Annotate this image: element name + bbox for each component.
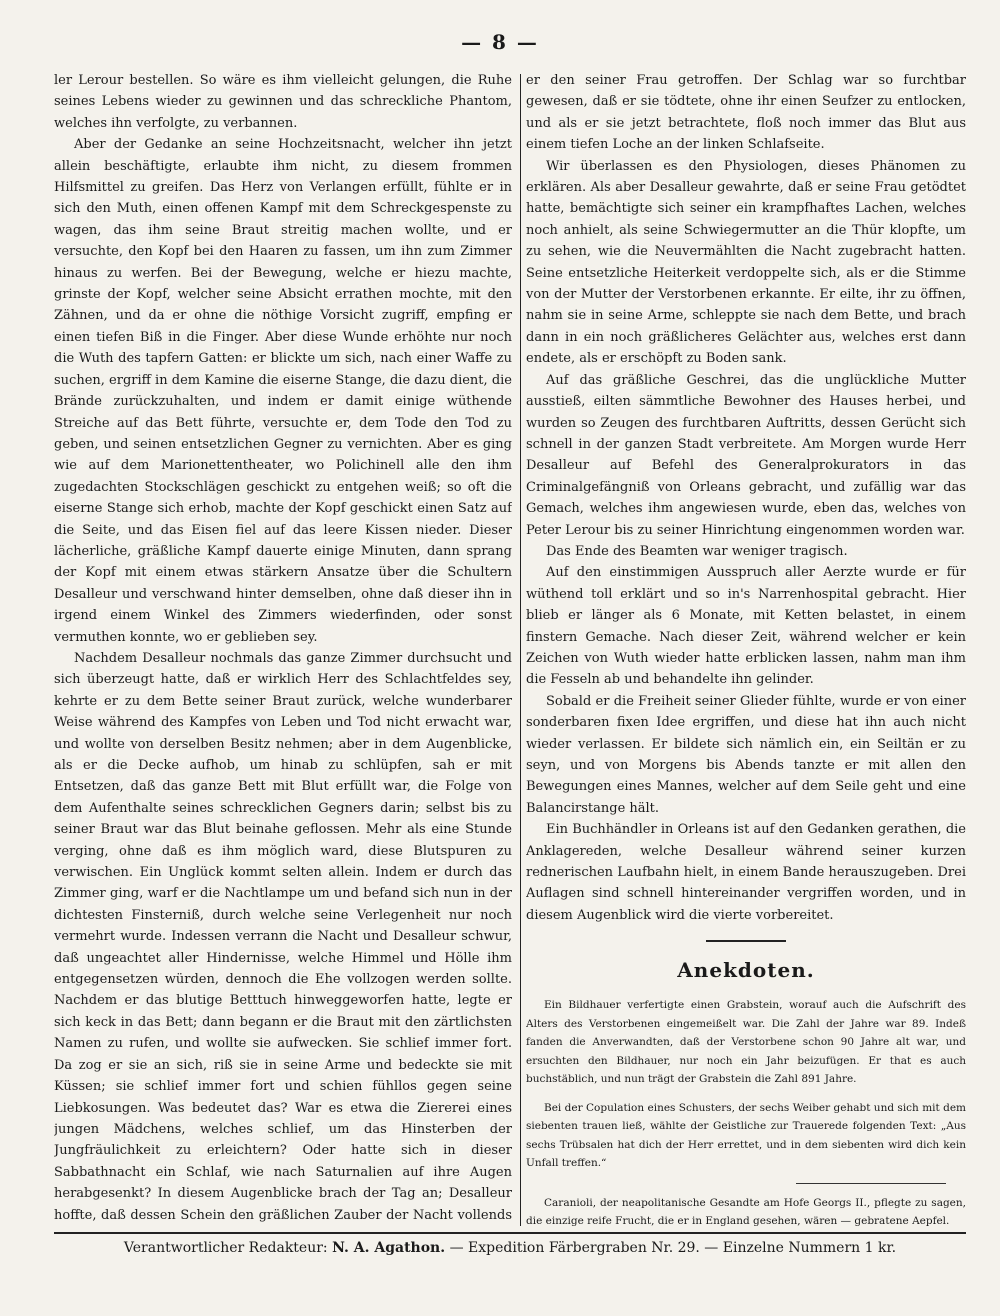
article-columns [54,70,966,1230]
expedition-info: — Expedition Färbergraben Nr. 29. — Einzelne Nummern 1 kr. [449,1240,897,1256]
right-paragraph-3: Auf das gräßliche Geschrei, das die unglückliche Mutter ausstieß, eilten sämmtliche Bewohner des Hauses herbei, und wurden so Zeugen des furchtbaren Auftritts, dessen Gerücht sich schnell in der ganzen Stadt verbreitete. Am Morgen wurde Herr Desalleur auf Befehl des Generalprokurators in das Criminalgefängniß von Orleans gebracht, und zufällig war das Gemach, welches ihm angewiesen wurde, eben das, welches von Peter Lerour bis zu seiner Hinrichtung eingenommen worden war. [526,372,966,538]
right-paragraph-6: Sobald er die Freiheit seiner Glieder fühlte, wurde er von einer sonderbaren fixen Idee ergriffen, und diese hat ihn auch nicht wieder verlassen. Er bildete sich nämlich ein, ein Seiltän er zu seyn, und von Morgens bis Abends tanzte er mit allen den Bewegungen eines Mannes, welcher auf dem Seile geht und eine Balancirstange hält. [526,693,966,816]
section-divider [706,940,786,942]
right-paragraph-5: Auf den einstimmigen Ausspruch aller Aerzte wurde er für wüthend toll erklärt und so in's Narrenhospital gebracht. Hier blieb er länger als 6 Monate, mit Ketten belastet, in einem finstern Gemache. Nach dieser Zeit, während welcher er kein Zeichen von Wuth wieder hatte erblicken lassen, nahm man ihm die Fesseln ab und behandelte ihn gelinder. [526,565,966,688]
column-divider [520,74,521,1226]
anecdote-2: Bei der Copulation eines Schusters, der sechs Weiber gehabt und sich mit dem siebenten trauen ließ, wählte der Geistliche zur Trauerede folgenden Text: „Aus sechs Trübsalen hat dich der Herr errettet, und in dem siebenten wird dich kein Unfall treffen.“ [526,1101,966,1170]
anecdote-1: Ein Bildhauer verfertigte einen Grabstein, worauf auch die Aufschrift des Alters des Verstorbenen eingemeißelt war. Die Zahl der Jahre war 89. Indeß fanden die Anverwandten, daß der Verstorbene schon 90 Jahre alt war, und ersuchten den Bildhauer, nur noch ein Jahr beizufügen. Er that es auch buchstäblich, und nun trägt der Grabstein die Zahl 891 Jahre. [526,999,966,1086]
right-paragraph-4: Das Ende des Beamten war weniger tragisch. [546,543,848,559]
right-paragraph-2: Wir überlassen es den Physiologen, dieses Phänomen zu erklären. Als aber Desalleur gewahrte, daß er seine Frau getödtet hatte, bemächtigte sich seiner ein krampfhaftes Lachen, welches noch anhielt, als seine Schwiegermutter an die Thür klopfte, um zu sehen, wie die Neuvermählten die Nacht zugebracht hatten. Seine entsetzliche Heiterkeit verdoppelte sich, als er die Stimme von der Mutter der Verstorbenen erkannte. Er eilte, ihr zu öffnen, nahm sie in seine Arme, schleppte sie nach dem Bette, und brach dann in ein noch gräßlicheres Gelächter aus, welches erst dann endete, als er erschöpft zu Boden sank. [526,158,966,367]
right-column [526,70,966,1230]
page-number: — 8 — [461,30,539,54]
right-paragraph-1: er den seiner Frau getroffen. Der Schlag war so furchtbar gewesen, daß er sie tödtete, ohne ihr einen Seufzer zu entlocken, und als er sie jetzt betrachtete, floß noch immer das Blut aus einem tiefen Loche an der linken Schlafseite. [526,73,966,153]
footer-rule [54,1232,966,1234]
anecdotes-heading: Anekdoten. [677,958,815,983]
editor-name: N. A. Agathon. [332,1240,446,1256]
left-column [54,70,512,1230]
imprint-footer [54,1240,966,1256]
anecdote-3: Caranioli, der neapolitanische Gesandte am Hofe Georgs II., pflegte zu sagen, die einzige reife Frucht, die er in England gesehen, wären — gebratene Aepfel. [526,1196,966,1228]
left-paragraph-3: Nachdem Desalleur nochmals das ganze Zimmer durchsucht und sich überzeugt hatte, daß er wirklich Herr des Schlachtfeldes sey, kehrte er zu dem Bette seiner Braut zurück, welche wunderbarer Weise während des Kampfes von Leben und Tod nicht erwacht war, und wollte von derselben Besitz nehmen; aber in dem Augenblicke, als er die Decke aufhob, um hinab zu schlüpfen, sah er mit Entsetzen, daß das ganze Bett mit Blut erfüllt war, die Folge von dem Aufenthalte seines schrecklichen Gegners darin; selbst bis zu seiner Braut war das Blut beinahe geflossen. Mehr als eine Stunde verging, ohne daß es ihm möglich ward, diese Blutspuren zu verwischen. Ein Unglück kommt selten allein. Indem er durch das Zimmer ging, warf er die Nachtlampe um und befand sich nun in der dichtesten Finsterniß, durch welche seine Verlegenheit nur noch vermehrt wurde. Indessen verrann die Nacht und Desalleur schwur, daß ungeachtet aller Hindernisse, welche Himmel und Hölle ihm entgegensetzen würden, dennoch die Ehe vollzogen werden sollte. Nachdem er das blutige Betttuch hinweggeworfen hatte, legte er sich keck in das Bett; dann begann er die Braut mit den zärtlichsten Namen zu rufen, und wollte sie aufwecken. Sie schlief immer fort. Da zog er sie an sich, riß sie in seine Arme und bedeckte sie mit Küssen; sie schlief immer fort und schien fühllos gegen seine Liebkosungen. Was bedeutet das? War es etwa die Ziererei eines jungen Mädchens, welches schlief, um das Hinsterben der Jungfräulichkeit zu erleichtern? Oder hatte sich in dieser Sabbathnacht ein Schlaf, wie nach Saturnalien auf ihre Augen herabgesenkt? In diesem Augenblicke brach der Tag an; Desalleur hoffte, daß dessen Schein den gräßlichen Zauber der Nacht vollends [54,650,512,1223]
editor-label: Verantwortlicher Redakteur: [123,1240,328,1256]
right-paragraph-7: Ein Buchhändler in Orleans ist auf den Gedanken gerathen, die Anklagereden, welche Desalleur während seiner kurzen rednerischen Laufbahn hielt, in einem Bande herauszugeben. Drei Auflagen sind schnell hintereinander vergriffen worden, und in diesem Augenblick wird die vierte vorbereitet. [526,822,966,923]
left-paragraph-2: Aber der Gedanke an seine Hochzeitsnacht, welcher ihn jetzt allein beschäftigte, erlaubte ihm nicht, zu diesem frommen Hilfsmittel zu greifen. Das Herz von Verlangen erfüllt, fühlte er in sich den Muth, einen offenen Kampf mit dem Schreckgespenste zu wagen, das ihm seine Braut streitig machen wollte, und er versuchte, den Kopf bei den Haaren zu fassen, um ihn zum Zimmer hinaus zu werfen. Bei der Bewegung, welche er hiezu machte, grinste der Kopf, welcher seine Absicht errathen mochte, mit den Zähnen, und da er ohne die nöthige Vorsicht zugriff, empfing er einen tiefen Biß in die Finger. Aber diese Wunde erhöhte nur noch die Wuth des tapfern Gatten: er blickte um sich, nach einer Waffe zu suchen, ergriff in dem Kamine die eiserne Stange, die dazu dient, die Brände zurückzuhalten, und indem er damit einige wüthende Streiche auf das Bett führte, versuchte er, dem Tode den Tod zu geben, und seinen entsetzlichen Gegner zu vernichten. Aber es ging wie auf dem Marionettentheater, wo Polichinell alle den ihm zugedachten Stockschlägen geschickt zu entgehen weiß; so oft die eiserne Stange sich erhob, machte der Kopf geschickt einen Satz auf die Seite, und das Eisen fiel auf das leere Kissen nieder. Dieser lächerliche, gräßliche Kampf dauerte einige Minuten, dann sprang der Kopf mit einem etwas stärkern Ansatze über die Schultern Desalleur und verschwand hinter demselben, ohne daß dieser ihn in irgend einem Winkel des Zimmers wiederfinden, oder sonst vermuthen konnte, wo er geblieben sey. [54,137,512,645]
left-paragraph-1: ler Lerour bestellen. So wäre es ihm vielleicht gelungen, die Ruhe seines Lebens wieder zu gewinnen und das schreckliche Phantom, welches ihn verfolgte, zu verbannen. [54,73,512,131]
anecdote-divider [796,1183,946,1184]
